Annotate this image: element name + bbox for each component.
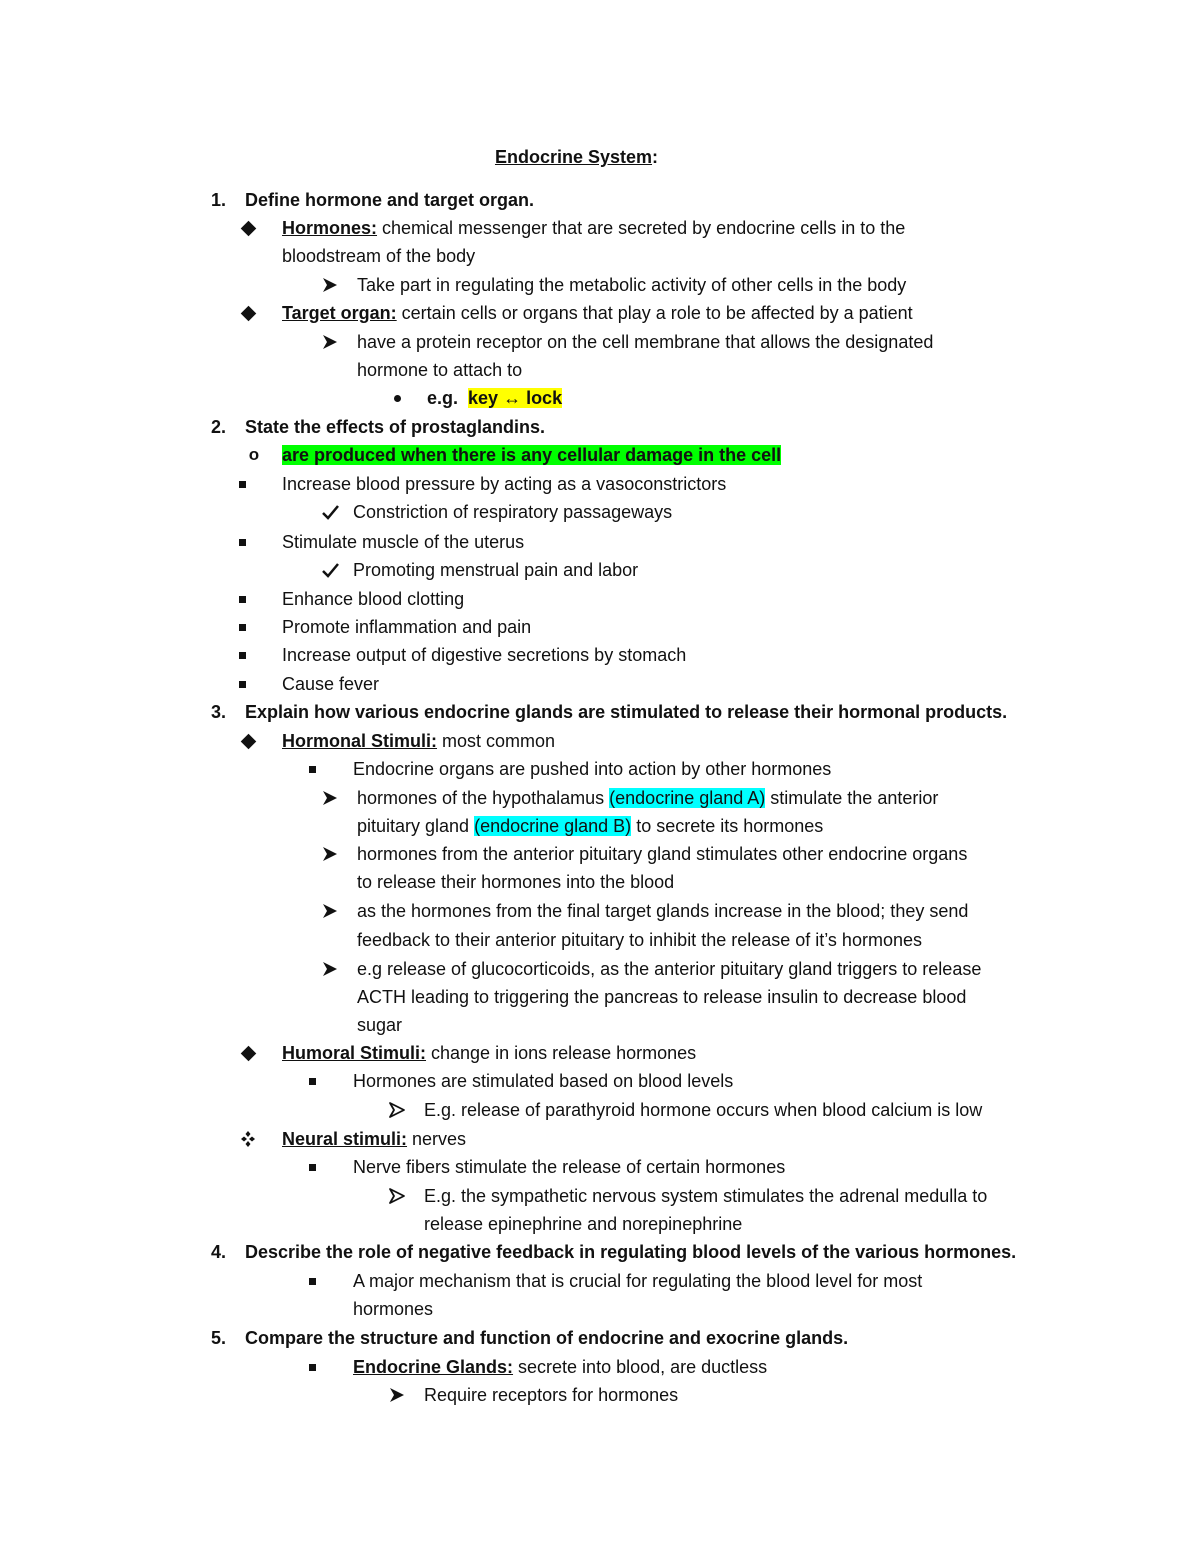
glucocorticoids-example-end: sugar	[357, 1015, 403, 1035]
dot-bullet-icon	[385, 384, 409, 402]
anterior-pituitary-point-cont: to release their hormones into the blood	[357, 872, 675, 892]
glucocorticoids-example-cont: ACTH leading to triggering the pancreas to release insulin to decrease blood	[357, 987, 967, 1007]
effect-item: Stimulate muscle of the uterus	[282, 532, 525, 552]
diamond-bullet-icon	[236, 1039, 260, 1059]
neural-stimuli-sub: Nerve fibers stimulate the release of certain hormones	[353, 1157, 786, 1177]
negative-feedback-point: A major mechanism that is crucial for regulating the blood level for most	[353, 1271, 923, 1291]
arrowhead-bullet-icon	[318, 897, 342, 925]
target-organ-sub-point: have a protein receptor on the cell membrane that allows the designated	[357, 332, 934, 352]
hypothalamus-point-cont: pituitary gland (endocrine gland B) to secrete its hormones	[357, 816, 824, 836]
humoral-stimuli-sub: Hormones are stimulated based on blood levels	[353, 1071, 734, 1091]
question-number-5: 5.	[211, 1328, 227, 1348]
square-bullet-icon	[300, 1353, 324, 1371]
humoral-stimuli-definition: Humoral Stimuli: change in ions release hormones	[282, 1043, 697, 1063]
sympathetic-example-cont: release epinephrine and norepinephrine	[424, 1214, 743, 1234]
diamond-bullet-icon	[236, 214, 260, 234]
diamond-bullet-icon	[236, 727, 260, 747]
checkmark-bullet-icon	[318, 498, 342, 526]
arrowhead-bullet-icon	[318, 784, 342, 812]
question-number-3: 3.	[211, 702, 227, 722]
square-bullet-icon	[230, 528, 254, 546]
effect-item: Enhance blood clotting	[282, 589, 465, 609]
arrowhead-bullet-icon	[318, 328, 342, 356]
question-1-heading: Define hormone and target organ.	[245, 190, 535, 210]
anterior-pituitary-point: hormones from the anterior pituitary gland stimulates other endocrine organs	[357, 844, 968, 864]
effect-item: Increase output of digestive secretions by stomach	[282, 645, 687, 665]
hypothalamus-point: hormones of the hypothalamus (endocrine gland A) stimulate the anterior	[357, 788, 939, 808]
question-5-heading: Compare the structure and function of endocrine and exocrine glands.	[245, 1328, 849, 1348]
arrowhead-bullet-icon	[318, 840, 342, 868]
square-bullet-icon	[230, 613, 254, 631]
endocrine-glands-definition: Endocrine Glands: secrete into blood, are ductless	[353, 1357, 768, 1377]
outline-arrowhead-bullet-icon	[385, 1182, 409, 1210]
circle-bullet-marker: o	[248, 445, 260, 464]
question-number-4: 4.	[211, 1242, 227, 1262]
hormones-definition: Hormones: chemical messenger that are secreted by endocrine cells in to the	[282, 218, 906, 238]
page-title: Endocrine System:	[494, 147, 659, 167]
hormonal-stimuli-sub: Endocrine organs are pushed into action by other hormones	[353, 759, 832, 779]
square-bullet-icon	[300, 1153, 324, 1171]
effect-sub-item: Promoting menstrual pain and labor	[353, 560, 639, 580]
effect-item: Increase blood pressure by acting as a vasoconstrictors	[282, 474, 727, 494]
target-organ-sub-point-cont: hormone to attach to	[357, 360, 523, 380]
question-number-1: 1.	[211, 190, 227, 210]
square-bullet-icon	[230, 641, 254, 659]
feedback-point-cont: feedback to their anterior pituitary to inhibit the release of it’s hormones	[357, 930, 922, 950]
question-number-2: 2.	[211, 417, 227, 437]
prostaglandins-production: are produced when there is any cellular damage in the cell	[282, 445, 782, 465]
feedback-point: as the hormones from the final target glands increase in the blood; they send	[357, 901, 969, 921]
arrowhead-bullet-icon	[385, 1381, 409, 1409]
hormones-sub-point: Take part in regulating the metabolic activity of other cells in the body	[357, 275, 907, 295]
square-bullet-icon	[230, 670, 254, 688]
arrowhead-bullet-icon	[318, 955, 342, 983]
outline-arrowhead-bullet-icon	[385, 1096, 409, 1124]
endocrine-glands-sub: Require receptors for hormones	[424, 1385, 679, 1405]
effect-item: Promote inflammation and pain	[282, 617, 532, 637]
checkmark-bullet-icon	[318, 556, 342, 584]
diamond-bullet-icon	[236, 299, 260, 319]
square-bullet-icon	[230, 470, 254, 488]
square-bullet-icon	[300, 1067, 324, 1085]
square-bullet-icon	[300, 755, 324, 773]
effect-item: Cause fever	[282, 674, 380, 694]
sympathetic-example: E.g. the sympathetic nervous system stimulates the adrenal medulla to	[424, 1186, 988, 1206]
example-key-lock: e.g. key ↔ lock	[427, 388, 563, 408]
glucocorticoids-example: e.g release of glucocorticoids, as the anterior pituitary gland triggers to release	[357, 959, 982, 979]
square-bullet-icon	[300, 1267, 324, 1285]
neural-stimuli-definition: Neural stimuli: nerves	[282, 1129, 467, 1149]
question-4-heading: Describe the role of negative feedback in regulating blood levels of the various hormones.	[245, 1242, 1017, 1262]
square-bullet-icon	[230, 585, 254, 603]
target-organ-definition: Target organ: certain cells or organs that play a role to be affected by a patient	[282, 303, 913, 323]
hormones-definition-cont: bloodstream of the body	[282, 246, 476, 266]
effect-sub-item: Constriction of respiratory passageways	[353, 502, 673, 522]
arrowhead-bullet-icon	[318, 271, 342, 299]
question-2-heading: State the effects of prostaglandins.	[245, 417, 546, 437]
parathyroid-example: E.g. release of parathyroid hormone occurs when blood calcium is low	[424, 1100, 983, 1120]
negative-feedback-point-cont: hormones	[353, 1299, 434, 1319]
four-diamond-bullet-icon	[236, 1125, 260, 1153]
hormonal-stimuli-definition: Hormonal Stimuli: most common	[282, 731, 556, 751]
question-3-heading: Explain how various endocrine glands are stimulated to release their hormonal products.	[245, 702, 1008, 722]
